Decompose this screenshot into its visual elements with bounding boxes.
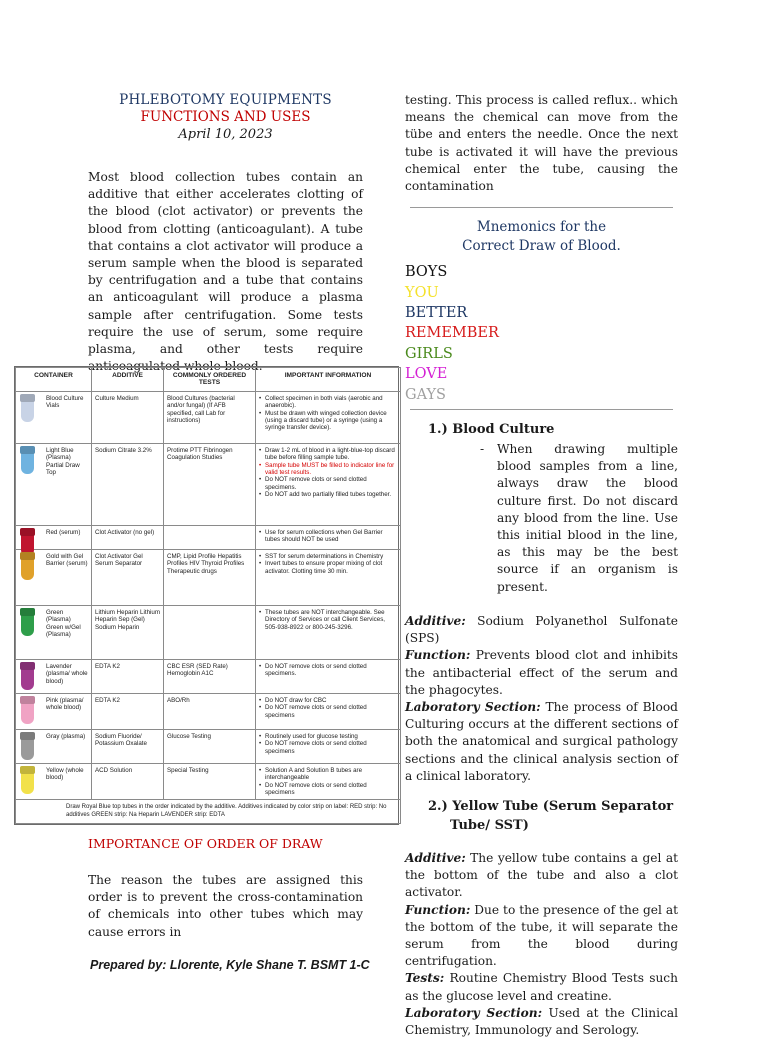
tests-cell: Glucose Testing <box>164 729 256 763</box>
info-cell <box>256 659 401 693</box>
mnemonic-title-line1: Mnemonics for the <box>476 219 607 236</box>
label: Laboratory Section: <box>405 1005 543 1020</box>
tube-icon <box>21 448 34 474</box>
additive-cell: Clot Activator (no gel) <box>92 525 164 549</box>
tube-icon <box>21 396 34 422</box>
info-item: • Do NOT add two partially filled tubes together. <box>259 491 397 498</box>
mnemonic-word: LOVE <box>405 366 448 383</box>
page-subtitle: FUNCTIONS AND USES <box>140 109 311 125</box>
container-cell <box>16 693 92 729</box>
info-item: • Solution A and Solution B tubes are interchangeable <box>259 767 397 782</box>
additive-cell: Sodium Citrate 3.2% <box>92 443 164 525</box>
additive-cell: EDTA K2 <box>92 693 164 729</box>
value: The process of Blood Culturing occurs at the different sections of both the anatomical and surgical pathology sections and the clinical analysis section of a clinical laboratory. <box>405 699 678 783</box>
info-item: • Sample tube MUST be filled to indicator line for valid test results. <box>259 462 397 477</box>
info-item: • Do NOT remove clots or send clotted specimens <box>259 740 397 755</box>
table-row <box>16 549 401 605</box>
container-cell <box>16 525 92 549</box>
info-item: • Draw 1-2 mL of blood in a light-blue-top discard tube before filling sample tube. <box>259 447 397 462</box>
info-item: • These tubes are NOT interchangeable. See Directory of Services or call Client Services, 505-938-8922 or 800-245-3296. <box>259 609 397 631</box>
container-cell <box>16 443 92 525</box>
tube-icon <box>21 698 34 724</box>
page-title: PHLEBOTOMY EQUIPMENTS <box>119 92 332 108</box>
header-additive: ADDITIVE <box>92 368 164 392</box>
label: Tests: <box>405 971 445 986</box>
blood-culture-heading: 1.) Blood Culture <box>428 422 555 438</box>
y-function <box>405 902 678 971</box>
mnemonic-word: REMEMBER <box>405 325 499 342</box>
reflux-paragraph: testing. This process is called reflux.. which means the chemical can move from the tübe and enters the needle. Once the next tube is activated it will have the previous chemical enter the tube, causing the contamination <box>405 93 678 194</box>
info-item: • SST for serum determinations in Chemistry <box>259 553 397 560</box>
info-item: • Invert tubes to ensure proper mixing of clot activator. Clotting time 30 min. <box>259 560 397 575</box>
additive-cell: Lithium Heparin Lithium Heparin Sep (Gel) Sodium Heparin <box>92 605 164 659</box>
mnemonic-list <box>405 262 678 405</box>
bc-lab-section <box>405 699 678 785</box>
info-cell <box>256 443 401 525</box>
table-row <box>16 391 401 443</box>
label: Laboratory Section: <box>405 699 541 714</box>
info-item: • Do NOT draw for CBC <box>259 697 397 704</box>
tests-cell: Protime PTT Fibrinogen Coagulation Studies <box>164 443 256 525</box>
left-column <box>88 92 363 375</box>
additive-cell: Sodium Fluoride/ Potassium Oxalate <box>92 729 164 763</box>
intro-paragraph: Most blood collection tubes contain an additive that either accelerates clotting of the blood (clot activator) or prevents the blood from clotting (anticoagulant). A tube that contains a clot activator will produce a serum sample when the blood is separated by centrifugation and a tube that contains an anticoagulant will produce a plasma sample after centrifugation. Some tests require the use of serum, some require plasma, and other tests require anticoagulated whole blood. <box>88 170 363 374</box>
blood-culture-text: When drawing multiple blood samples from a line, always draw the blood culture first. Do not discard any blood from the line. Use this initial blood in the line, as this may be the best source if an organism is present. <box>497 442 678 594</box>
importance-paragraph: The reason the tubes are assigned this order is to prevent the cross-contamination of chemicals into other tubes which may cause errors in <box>88 873 363 939</box>
info-cell <box>256 729 401 763</box>
info-cell <box>256 693 401 729</box>
y-tests <box>405 970 678 1004</box>
container-label: Gray (plasma) <box>46 732 86 740</box>
info-item: • Do NOT remove clots or send clotted specimens. <box>259 476 397 491</box>
header-tests: COMMONLY ORDERED TESTS <box>164 368 256 392</box>
mnemonic-title <box>405 218 678 256</box>
tube-icon <box>21 734 34 760</box>
yellow-heading-line2: Tube/ SST) <box>450 817 529 833</box>
bc-additive <box>405 613 678 647</box>
container-label: Yellow (whole blood) <box>46 766 84 782</box>
tube-icon <box>21 554 34 580</box>
container-label: Blood Culture Vials <box>46 394 84 410</box>
value: The yellow tube contains a gel at the bottom of the tube and also a clot activator. <box>405 850 678 900</box>
info-cell <box>256 525 401 549</box>
container-cell <box>16 729 92 763</box>
tube-icon <box>21 610 34 636</box>
tests-cell: CMP, Lipid Profile Hepatitis Profiles HIV Thyroid Profiles Therapeutic drugs <box>164 549 256 605</box>
container-label: Red (serum) <box>46 528 81 536</box>
info-cell <box>256 605 401 659</box>
table-row <box>16 525 401 549</box>
value: Sodium Polyanethol Sulfonate (SPS) <box>405 613 678 646</box>
container-cell <box>16 605 92 659</box>
tests-cell: Special Testing <box>164 763 256 800</box>
container-cell <box>16 549 92 605</box>
info-cell <box>256 549 401 605</box>
table-row <box>16 443 401 525</box>
table-row <box>16 729 401 763</box>
mnemonic-word: GIRLS <box>405 345 453 362</box>
blood-culture-description <box>480 441 678 596</box>
value: Routine Chemistry Blood Tests such as the glucose level and creatine. <box>405 971 678 1003</box>
table-footnote-row <box>16 800 401 824</box>
table-row <box>16 763 401 800</box>
table-row <box>16 693 401 729</box>
info-item: • Do NOT remove clots or send clotted specimens. <box>259 663 397 678</box>
mnemonic-word: BETTER <box>405 305 468 322</box>
mnemonic-title-line2: Correct Draw of Blood. <box>462 238 621 255</box>
tests-cell: Blood Cultures (bacterial and/or fungal) (If AFB specified, call Lab for instructions) <box>164 391 256 443</box>
bc-function <box>405 647 678 699</box>
tests-cell <box>164 525 256 549</box>
table-footnote: Draw Royal Blue top tubes in the order indicated by the additive. Additives indicated by color strip on label: RED strip: No additives GREEN strip: Na Heparin LAVENDER strip: EDTA <box>16 800 401 824</box>
mnemonic-word: YOU <box>405 284 439 301</box>
y-lab-section <box>405 1005 678 1039</box>
label: Additive: <box>405 613 466 628</box>
table-row <box>16 659 401 693</box>
label: Function: <box>405 902 471 917</box>
label: Function: <box>405 648 471 663</box>
container-cell <box>16 763 92 800</box>
info-cell <box>256 391 401 443</box>
info-item: • Collect specimen in both vials (aerobic and anaerobic). <box>259 395 397 410</box>
additive-cell: EDTA K2 <box>92 659 164 693</box>
mnemonic-word: GAYS <box>405 386 446 403</box>
table-row <box>16 605 401 659</box>
value: Prevents blood clot and inhibits the antibacterial effect of the serum and the phagocytes. <box>405 648 678 697</box>
importance-heading: IMPORTANCE OF ORDER OF DRAW <box>88 836 323 851</box>
info-cell <box>256 763 401 800</box>
tube-icon <box>21 768 34 794</box>
info-item: • Do NOT remove clots or send clotted specimens <box>259 782 397 797</box>
info-item: • Must be drawn with winged collection device (using a discard tube) or a syringe (using a syringe transfer device). <box>259 410 397 432</box>
tests-cell: ABO/Rh <box>164 693 256 729</box>
table-header-row <box>16 368 401 392</box>
header-info: IMPORTANT INFORMATION <box>256 368 401 392</box>
additive-cell: ACD Solution <box>92 763 164 800</box>
page-date: April 10, 2023 <box>178 127 273 142</box>
container-label: Green (Plasma) Green w/Gel (Plasma) <box>46 608 81 639</box>
tube-icon <box>21 664 34 690</box>
info-item: • Routinely used for glucose testing <box>259 733 397 740</box>
container-label: Gold with Gel Barrier (serum) <box>46 552 88 568</box>
footer-author: Prepared by: Llorente, Kyle Shane T. BSMT 1-C <box>90 958 370 972</box>
container-label: Pink (plasma/ whole blood) <box>46 696 84 712</box>
right-column <box>405 92 678 1039</box>
info-item: • Use for serum collections when Gel Barrier tubes should NOT be used <box>259 529 397 544</box>
value: Due to the presence of the gel at the bottom of the tube, it will separate the serum from the blood during centrifugation. <box>405 902 678 969</box>
container-cell <box>16 659 92 693</box>
yellow-tube-heading <box>428 797 678 835</box>
yellow-heading-line1: 2.) Yellow Tube (Serum Separator <box>428 798 674 814</box>
tests-cell: CBC ESR (SED Rate) Hemoglobin A1C <box>164 659 256 693</box>
divider <box>410 409 673 410</box>
container-cell <box>16 391 92 443</box>
additive-cell: Culture Medium <box>92 391 164 443</box>
label: Additive: <box>405 850 466 865</box>
tests-cell <box>164 605 256 659</box>
value: Used at the Clinical Chemistry, Immunology and Serology. <box>405 1005 678 1037</box>
container-label: Lavender (plasma/ whole blood) <box>46 662 88 685</box>
mnemonic-word: BOYS <box>405 264 448 281</box>
additive-cell: Clot Activator Gel Serum Separator <box>92 549 164 605</box>
header-container: CONTAINER <box>16 368 92 392</box>
container-label: Light Blue (Plasma) Partial Draw Top <box>46 446 80 477</box>
divider <box>410 207 673 208</box>
dash-bullet: - <box>480 442 485 457</box>
tube-reference-table <box>14 366 399 825</box>
y-additive <box>405 850 678 902</box>
info-item: • Do NOT remove clots or send clotted specimens <box>259 704 397 719</box>
